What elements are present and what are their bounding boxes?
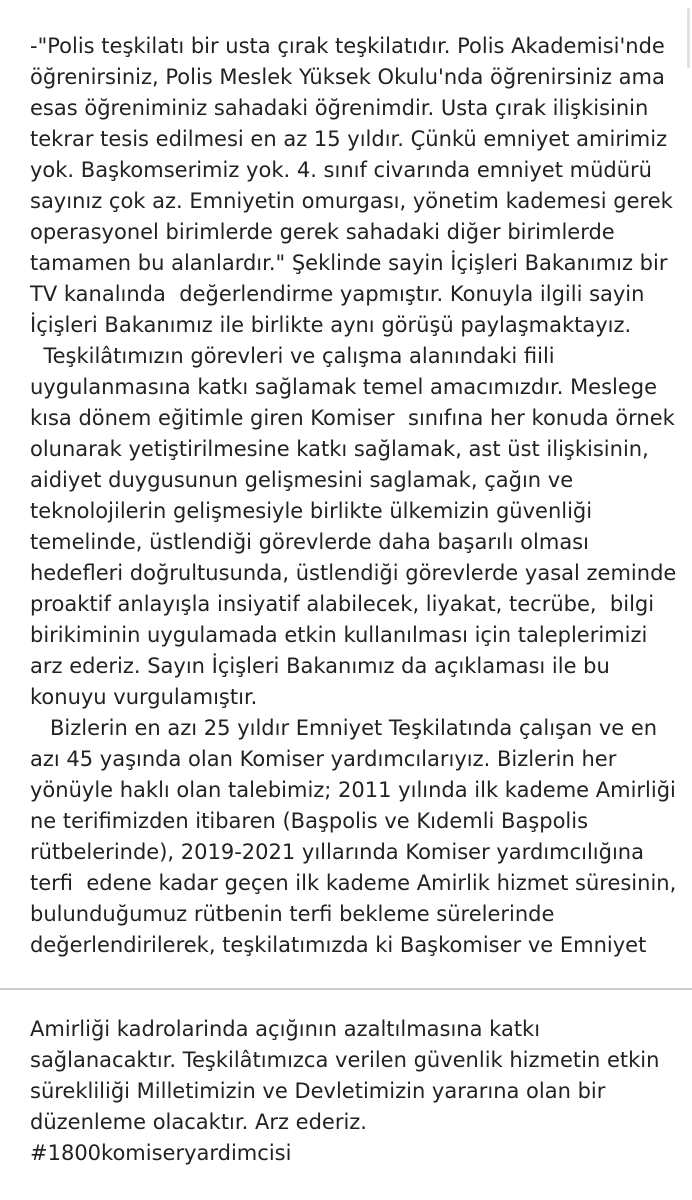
text-line: sürekliliği Milletimizin ve Devletimizin yararına olan bir: [30, 1079, 606, 1103]
text-line: aidiyet duygusunun gelişmesini saglamak, çağın ve: [30, 468, 574, 492]
section-divider: [0, 988, 692, 990]
text-line: tekrar tesis edilmesi en az 15 yıldır. Çünkü emniyet amirimiz: [30, 127, 668, 151]
text-line: proaktif anlayışla insiyatif alabilecek, liyakat, tecrübe, bilgi: [30, 592, 655, 616]
text-line: terfi edene kadar geçen ilk kademe Amirlik hizmet süresinin,: [30, 871, 677, 895]
text-line: düzenleme olacaktır. Arz ederiz.: [30, 1110, 367, 1134]
text-line: Bizlerin en azı 25 yıldır Emniyet Teşkilatında çalışan ve en: [30, 716, 658, 740]
text-line: arz ederiz. Sayın İçişleri Bakanımız da açıklaması ile bu: [30, 654, 610, 678]
hashtag-text: #1800komiseryardimcisi: [30, 1141, 292, 1165]
text-line: azı 45 yaşında olan Komiser yardımcılarıyız. Bizlerin her: [30, 747, 617, 771]
text-line: temelinde, üstlendiği görevlerde daha başarılı olması: [30, 530, 589, 554]
text-line: sayınız çok az. Emniyetin omurgası, yönetim kademesi gerek: [30, 189, 673, 213]
text-line: olunarak yetiştirilmesine katkı sağlamak, ast üst ilişkisinin,: [30, 437, 649, 461]
text-line: bulunduğumuz rütbenin terfi bekleme sürelerinde: [30, 902, 555, 926]
text-line: hedefleri doğrultusunda, üstlendiği görevlerde yasal zeminde: [30, 561, 677, 585]
text-line: yok. Başkomserimiz yok. 4. sınıf civarında emniyet müdürü: [30, 158, 652, 182]
text-line: kısa dönem eğitimle giren Komiser sınıfına her konuda örnek: [30, 406, 675, 430]
text-line: teknolojilerin gelişmesiyle birlikte ülkemizin güvenliği: [30, 499, 593, 523]
text-line: TV kanalında değerlendirme yapmıştır. Konuyla ilgili sayin: [30, 282, 645, 306]
text-line: uygulanmasına katkı sağlamak temel amacımızdır. Meslege: [30, 375, 658, 399]
text-line: öğrenirsiniz, Polis Meslek Yüksek Okulu'nda öğrenirsiniz ama: [30, 65, 665, 89]
text-line: sağlanacaktır. Teşkilâtımızca verilen güvenlik hizmetin etkin: [30, 1048, 660, 1072]
text-line: konuyu vurgulamıştır.: [30, 685, 258, 709]
text-line: esas öğreniminiz sahadaki öğrenimdir. Usta çırak ilişkisinin: [30, 96, 649, 120]
scrollbar[interactable]: [687, 8, 690, 68]
text-line: rütbelerinde), 2019-2021 yıllarında Komiser yardımcılığına: [30, 840, 644, 864]
text-line: operasyonel birimlerde gerek sahadaki diğer birimlerde: [30, 220, 615, 244]
text-line: Teşkilâtımızın görevleri ve çalışma alanındaki fiili: [30, 344, 555, 368]
text-line: İçişleri Bakanımız ile birlikte aynı görüşü paylaşmaktayız.: [30, 313, 632, 337]
text-line: birikiminin uygulamada etkin kullanılması için taleplerimizi: [30, 623, 648, 647]
text-line: tamamen bu alanlardır." Şeklinde sayin İçişleri Bakanımız bir: [30, 251, 668, 275]
text-line: ne terifimizden itibaren (Başpolis ve Kıdemli Başpolis: [30, 809, 589, 833]
text-line: Amirliği kadrolarinda açığının azaltılmasına katkı: [30, 1017, 541, 1041]
text-line: -"Polis teşkilatı bir usta çırak teşkilatıdır. Polis Akademisi'nde: [30, 34, 665, 58]
text-line: değerlendirilerek, teşkilatımızda ki Başkomiser ve Emniyet: [30, 933, 647, 957]
text-line: yönüyle haklı olan talebimiz; 2011 yılında ilk kademe Amirliği: [30, 778, 676, 802]
